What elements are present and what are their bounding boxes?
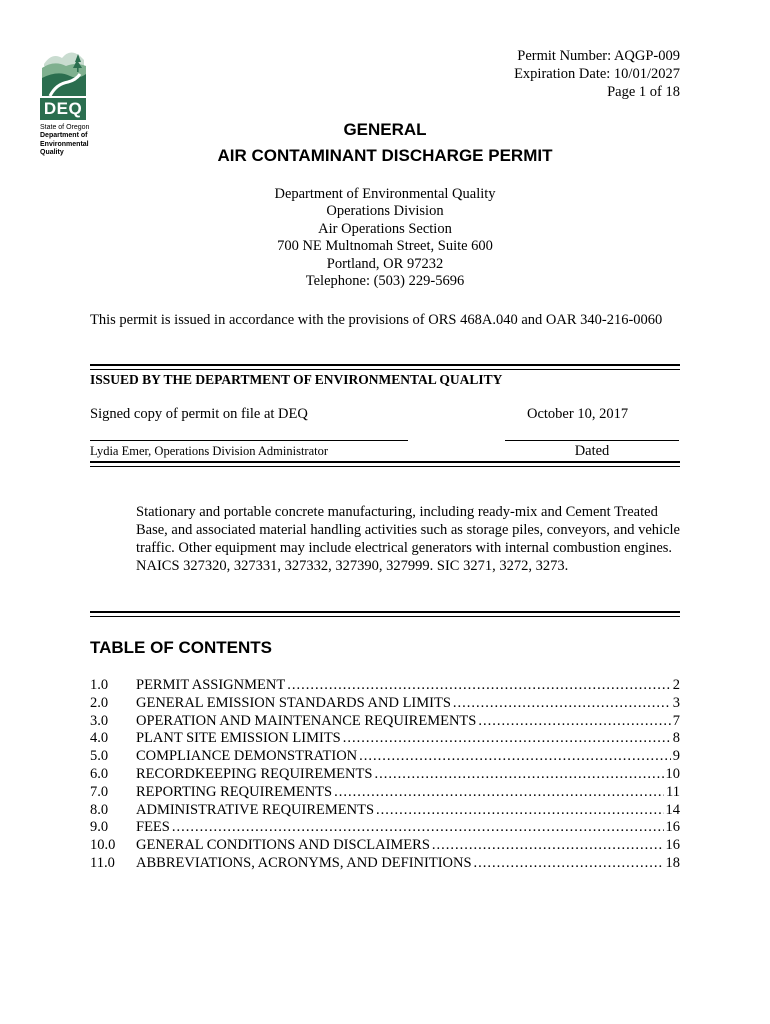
toc-page: 10 [665, 765, 680, 782]
toc-leader [287, 677, 671, 695]
agency-line: Department of [40, 132, 88, 140]
toc-leader [453, 695, 671, 713]
permit-number: Permit Number: AQGP-009 [517, 48, 680, 64]
expiration-date: Expiration Date: 10/01/2027 [514, 66, 680, 82]
toc-label: ADMINISTRATIVE REQUIREMENTS [136, 801, 375, 818]
signed-copy-text: Signed copy of permit on file at DEQ [90, 406, 308, 422]
toc-number: 1.0 [90, 677, 109, 693]
toc-leader [359, 748, 671, 766]
toc-label: FEES [136, 819, 170, 836]
toc-entry[interactable] [90, 819, 680, 837]
toc-label: PLANT SITE EMISSION LIMITS [136, 730, 341, 747]
toc-entry[interactable] [90, 713, 680, 731]
toc-label: PERMIT ASSIGNMENT [136, 677, 286, 693]
toc-number: 4.0 [90, 730, 109, 747]
toc-number: 3.0 [90, 712, 109, 729]
toc-entry[interactable] [90, 730, 680, 748]
toc-label: ABBREVIATIONS, ACRONYMS, AND DEFINITIONS [136, 854, 472, 871]
toc-leader [334, 784, 664, 802]
signer-name: Lydia Emer, Operations Division Administrator [90, 444, 329, 458]
date-line [505, 440, 679, 441]
divider [90, 461, 680, 467]
toc-page: 9 [672, 748, 680, 765]
address-line: Portland, OR 97232 [326, 255, 444, 272]
permit-title-line2: AIR CONTAMINANT DISCHARGE PERMIT [217, 146, 553, 165]
address-line: 700 NE Multnomah Street, Suite 600 [277, 238, 493, 255]
signature-date: October 10, 2017 [527, 406, 629, 422]
toc-page: 8 [672, 730, 680, 747]
toc-label: COMPLIANCE DEMONSTRATION [136, 748, 358, 765]
toc-entry[interactable] [90, 677, 680, 695]
toc-number: 2.0 [90, 694, 109, 711]
toc-page: 7 [672, 712, 680, 729]
toc-number: 6.0 [90, 765, 109, 782]
dated-label: Dated [574, 443, 610, 459]
address-line: Air Operations Section [318, 220, 452, 237]
toc-leader [376, 802, 663, 820]
issued-by-heading: ISSUED BY THE DEPARTMENT OF ENVIRONMENTAL QUALITY [90, 372, 503, 387]
toc-label: REPORTING REQUIREMENTS [136, 783, 333, 800]
toc-label: OPERATION AND MAINTENANCE REQUIREMENTS [136, 712, 477, 729]
toc-page: 3 [672, 694, 680, 711]
toc-leader [374, 766, 663, 784]
toc-leader [478, 713, 670, 731]
deq-logo [40, 44, 98, 158]
divider [90, 611, 680, 617]
agency-line: Quality [40, 149, 64, 157]
address-line: Telephone: (503) 229-5696 [305, 273, 465, 290]
toc-leader [172, 819, 664, 837]
toc-number: 9.0 [90, 819, 109, 836]
toc-number: 5.0 [90, 748, 109, 765]
permit-description: Stationary and portable concrete manufacturing, including ready-mix and Cement Treated Base, and associated material handling activities such as storage piles, conveyors, and vehicle traffic. Other equipment may include electrical generators with internal combustion engines. NAICS 327320, 327331, 327332, 327390, 327999. SIC 3271, 3272, 3273. [136, 504, 680, 575]
toc-leader [474, 855, 664, 873]
permit-title-line1: GENERAL [343, 120, 427, 139]
toc-page: 2 [672, 677, 680, 693]
toc-page: 16 [665, 819, 680, 836]
toc-entry[interactable] [90, 784, 680, 802]
toc-leader [343, 730, 671, 748]
divider [90, 364, 680, 370]
toc-label: GENERAL CONDITIONS AND DISCLAIMERS [136, 837, 430, 854]
toc-label: GENERAL EMISSION STANDARDS AND LIMITS [136, 694, 451, 711]
toc-entry[interactable] [90, 802, 680, 820]
toc-entry[interactable] [90, 695, 680, 713]
address-line: Operations Division [326, 203, 444, 220]
toc-page: 18 [665, 854, 680, 871]
toc-entry[interactable] [90, 766, 680, 784]
toc-number: 11.0 [90, 854, 115, 871]
toc-leader [432, 837, 664, 855]
toc-number: 8.0 [90, 801, 109, 818]
toc-number: 7.0 [90, 783, 109, 800]
toc-entry[interactable] [90, 855, 680, 873]
table-of-contents [90, 677, 680, 873]
toc-title: TABLE OF CONTENTS [90, 638, 272, 657]
toc-entry[interactable] [90, 837, 680, 855]
signature-line [90, 440, 408, 441]
deq-acronym: DEQ [40, 98, 86, 120]
toc-page: 11 [666, 783, 680, 800]
agency-address [0, 186, 770, 290]
page-number: Page 1 of 18 [607, 84, 680, 100]
toc-label: RECORDKEEPING REQUIREMENTS [136, 765, 373, 782]
agency-line: Environmental [40, 140, 89, 148]
landscape-logo-icon [40, 44, 88, 96]
toc-entry[interactable] [90, 748, 680, 766]
toc-page: 16 [665, 837, 680, 854]
toc-page: 14 [665, 801, 680, 818]
permit-header-meta [514, 47, 680, 101]
address-line: Department of Environmental Quality [274, 186, 496, 202]
agency-line: State of Oregon [40, 124, 90, 131]
toc-number: 10.0 [90, 837, 116, 854]
issuance-statement: This permit is issued in accordance with the provisions of ORS 468A.040 and OAR 340-216-0060 [90, 312, 663, 328]
